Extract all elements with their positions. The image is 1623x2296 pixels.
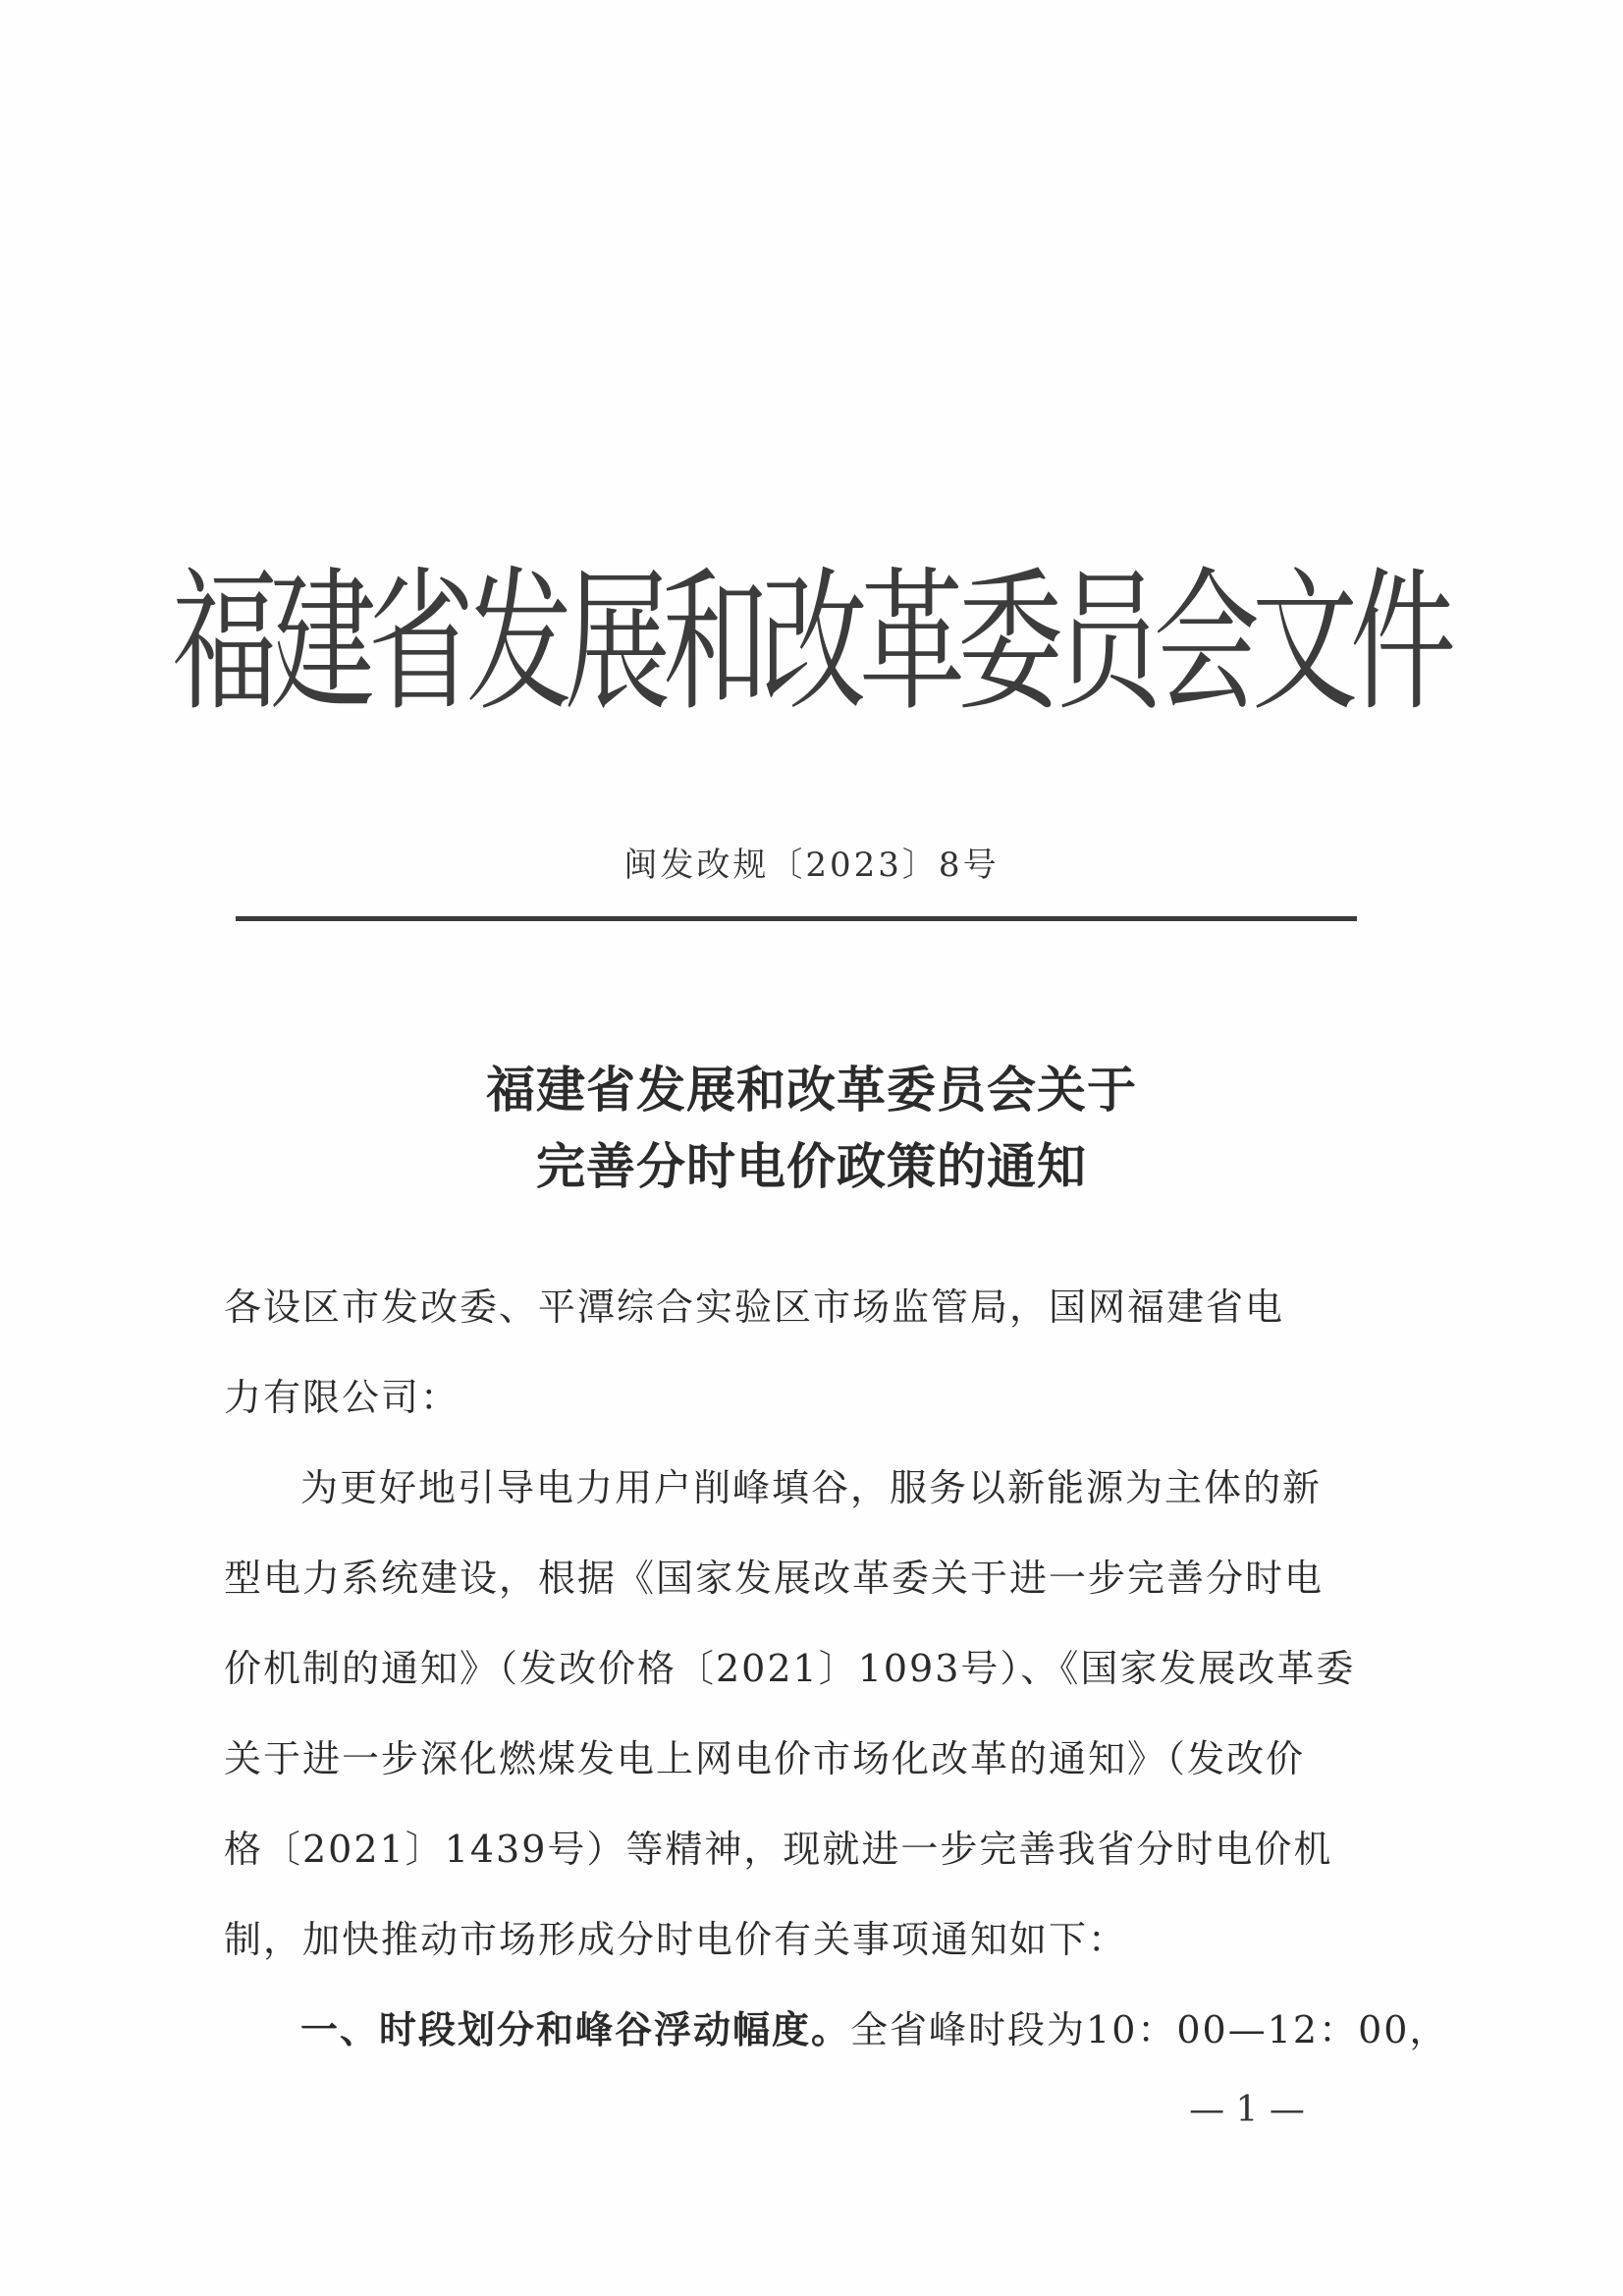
paragraph-line: 格〔2021〕1439号）等精神，现就进一步完善我省分时电价机 <box>224 1828 1333 1871</box>
addressee-line-2: 力有限公司： <box>224 1376 460 1419</box>
page-number: — 1 — <box>1189 2090 1305 2130</box>
masthead-title: 福建省发展和改革委员会文件 <box>172 553 1449 733</box>
header-divider <box>236 916 1357 921</box>
notice-title-line-1: 福建省发展和改革委员会关于 <box>486 1061 1137 1119</box>
paragraph-line: 价机制的通知》（发改价格〔2021〕1093号）、《国家发展改革委 <box>224 1647 1356 1690</box>
addressee-line-1: 各设区市发改委、平潭综合实验区市场监管局，国网福建省电 <box>224 1285 1285 1329</box>
section-1-heading: 一、时段划分和峰谷浮动幅度。 <box>300 2007 851 2051</box>
document-number: 闽发改规〔2023〕8号 <box>623 846 1000 885</box>
notice-title-line-2: 完善分时电价政策的通知 <box>536 1137 1087 1195</box>
section-1-text: 全省峰时段为10：00—12：00， <box>850 2008 1449 2051</box>
paragraph-line: 为更好地引导电力用户削峰填谷，服务以新能源为主体的新 <box>300 1466 1323 1509</box>
paragraph-line: 关于进一步深化燃煤发电上网电价市场化改革的通知》（发改价 <box>224 1737 1306 1780</box>
paragraph-line: 型电力系统建设，根据《国家发展改革委关于进一步完善分时电 <box>224 1557 1325 1600</box>
section-1-line <box>300 1999 1449 2053</box>
paragraph-line: 制，加快推动市场形成分时电价有关事项通知如下： <box>224 1918 1128 1961</box>
